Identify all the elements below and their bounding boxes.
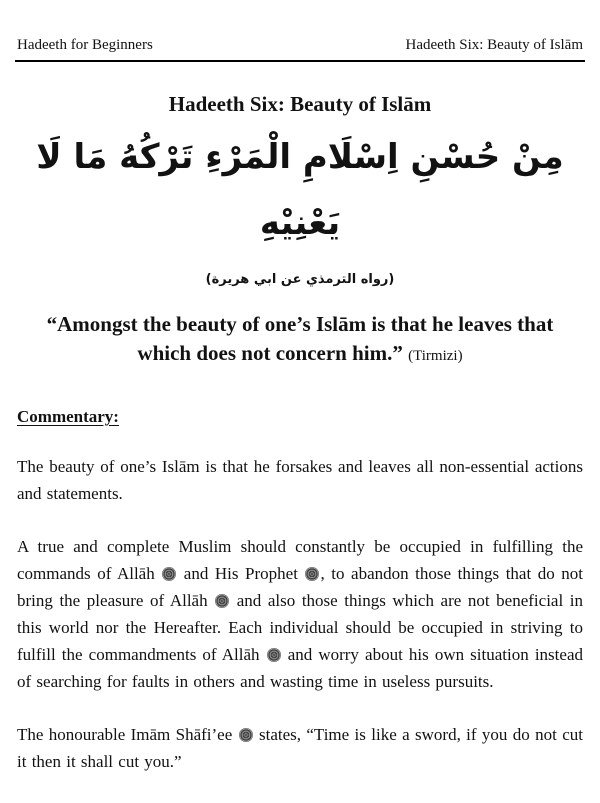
- header-book-title: Hadeeth for Beginners: [17, 37, 153, 53]
- hadeeth-translation-block: [30, 310, 570, 371]
- hadeeth-source: (Tirmizi): [408, 348, 463, 364]
- commentary-paragraph: The honourable Imām Shāfi’ee states, “Time is like a sword, if you do not cut it then it shall cut you.”: [17, 725, 583, 771]
- page-title: Hadeeth Six: Beauty of Islām: [168, 92, 432, 116]
- commentary-paragraph: The beauty of one’s Islām is that he forsakes and leaves all non-essential actions and statements.: [17, 457, 583, 503]
- commentary-paragraph: A true and complete Muslim should constantly be occupied in fulfilling the commands of Allāh and His Prophet , to abandon those things that do not bring the pleasure of Allāh and also those things which are not beneficial in this world nor the Hereafter. Each individual should be occupied in striving to fulfill the commandments of Allāh and worry about his own situation instead of searching for faults in others and wasting time in useless pursuits.: [17, 537, 583, 691]
- commentary-heading: Commentary:: [17, 407, 119, 426]
- commentary-section: [17, 407, 583, 775]
- hadeeth-arabic-text: مِنْ حُسْنِ اِسْلَامِ الْمَرْءِ تَرْكُهُ مَا لَا يَعْنِيْهِ: [36, 137, 564, 243]
- jalla-jalaluhu-honorific-icon: [215, 594, 229, 608]
- hadeeth-arabic-attribution: (رواه الترمذي عن ابي هريرة): [205, 272, 395, 287]
- rahimahullah-honorific-icon: [239, 728, 253, 742]
- hadeeth-translation: “Amongst the beauty of one’s Islām is that he leaves that which does not concern him.”: [46, 312, 554, 365]
- jalla-jalaluhu-honorific-icon: [267, 648, 281, 662]
- sallallahu-alayhi-wasallam-honorific-icon: [305, 567, 319, 581]
- running-header: [15, 36, 585, 62]
- header-chapter-title: Hadeeth Six: Beauty of Islām: [405, 37, 583, 53]
- jalla-jalaluhu-honorific-icon: [162, 567, 176, 581]
